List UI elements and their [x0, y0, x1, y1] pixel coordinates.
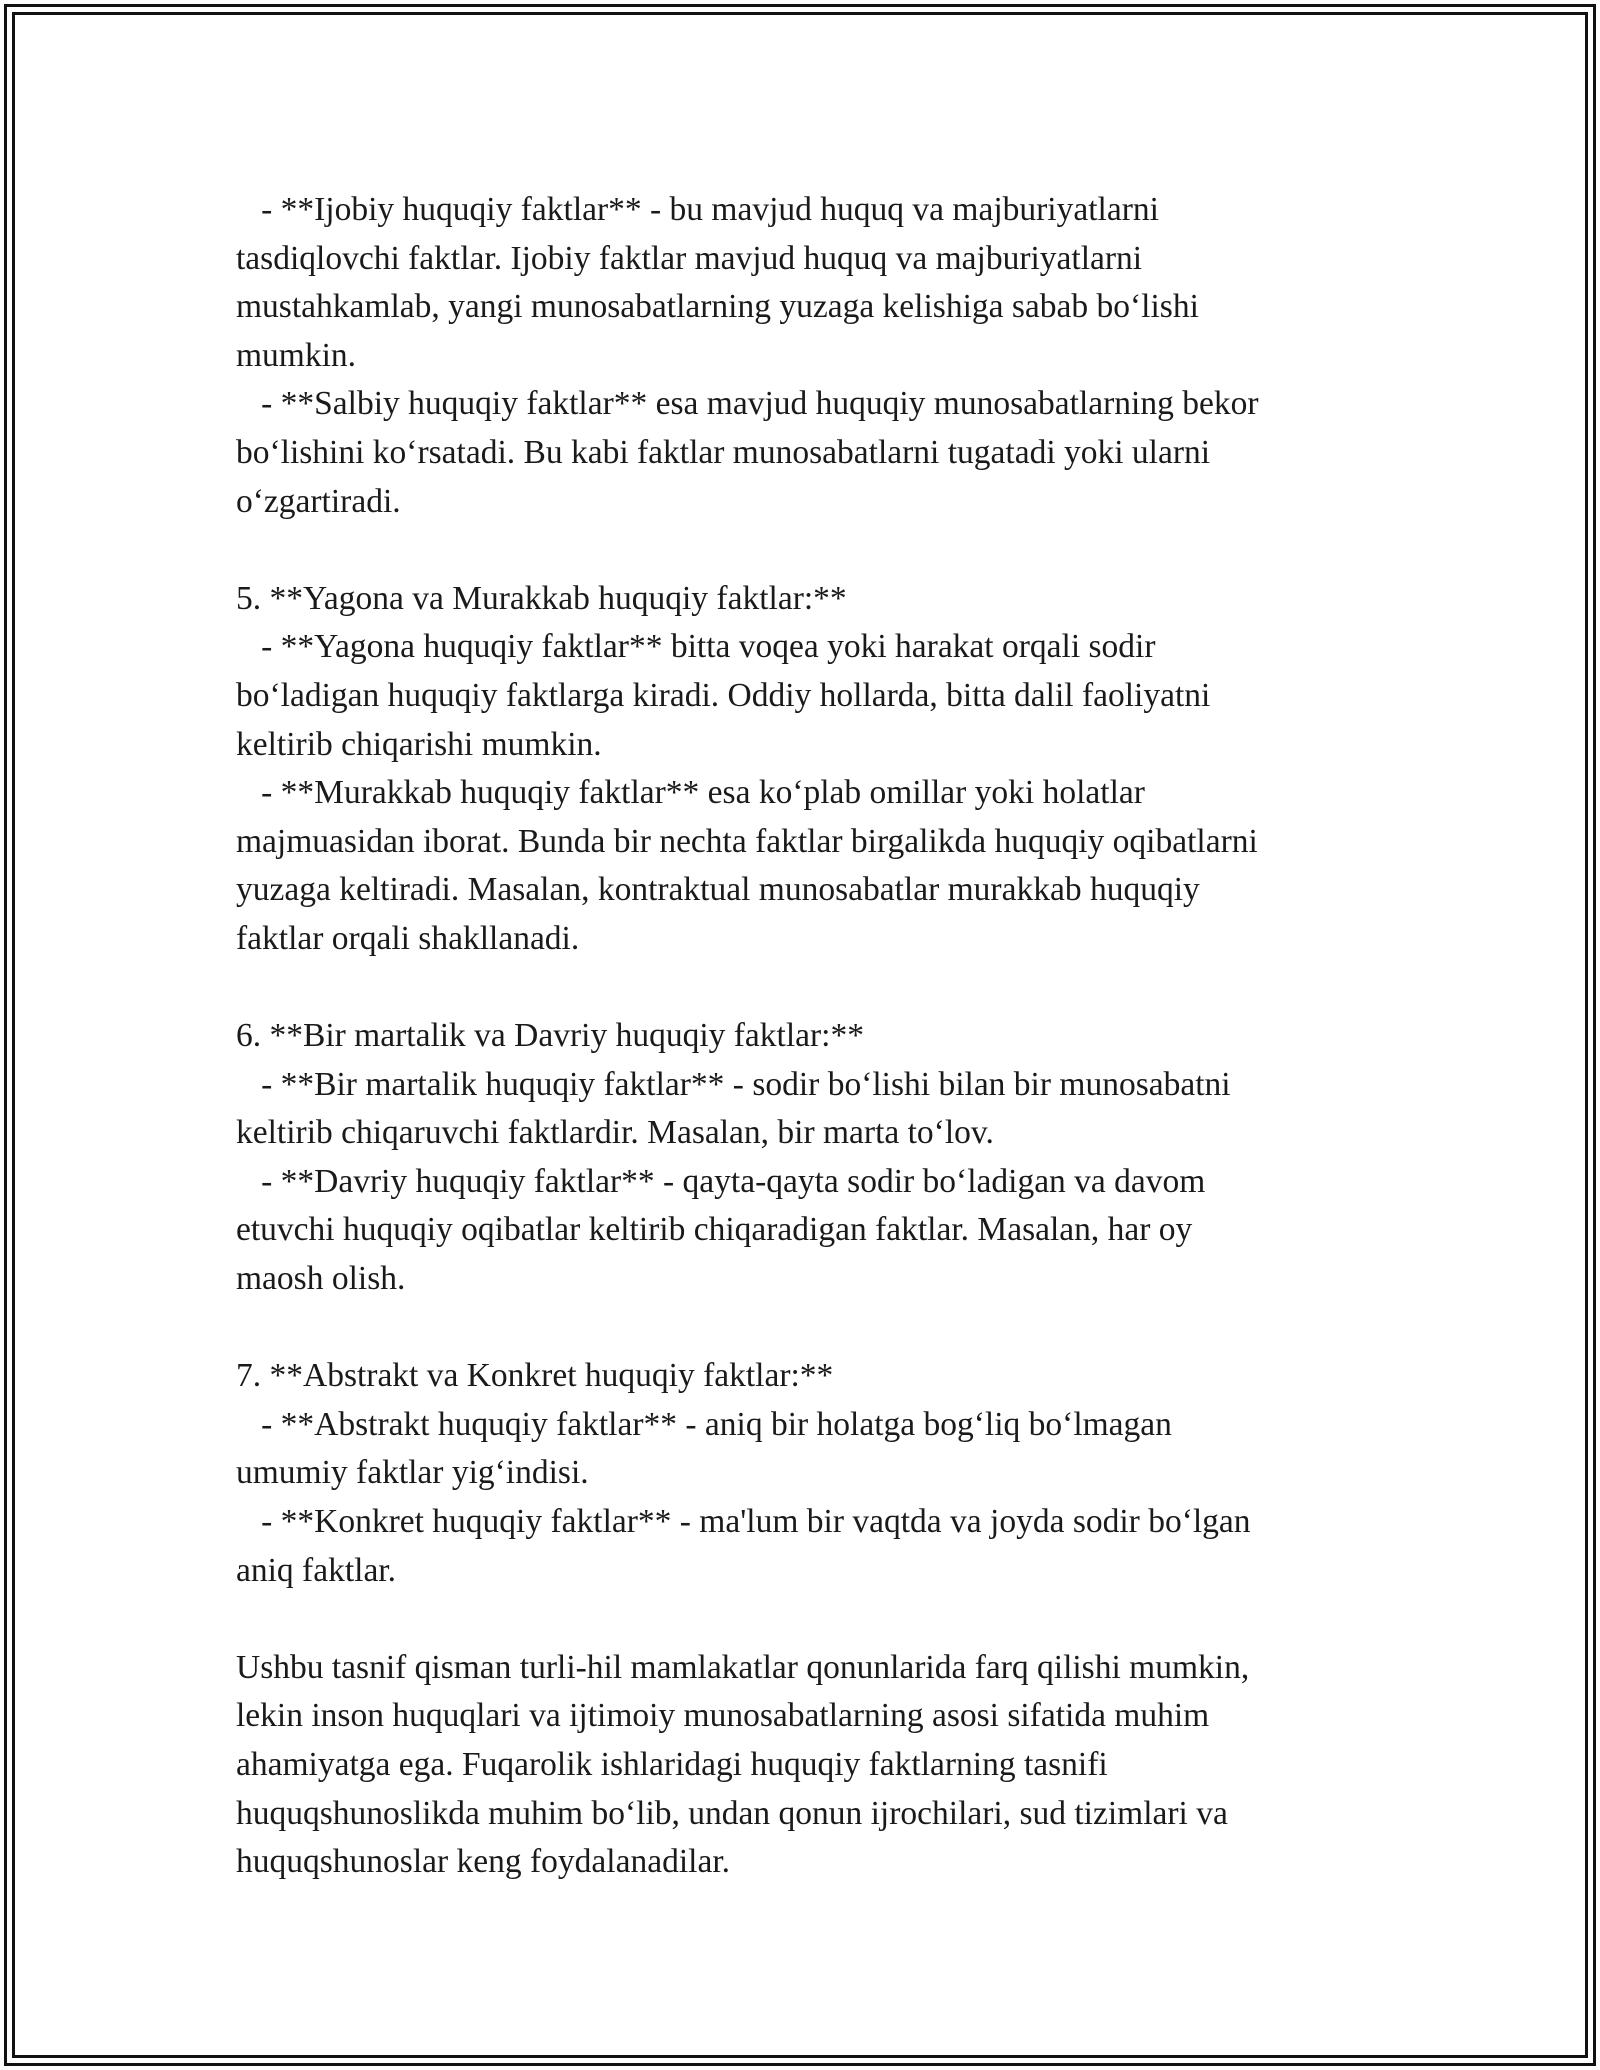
text-line: - **Ijobiy huquqiy faktlar** - bu mavjud huquq va majburiyatlarni [236, 191, 1159, 228]
blank-line [236, 526, 1396, 575]
blank-line [236, 964, 1396, 1013]
text-line: aniq faktlar. [236, 1551, 396, 1589]
section-heading: 7. **Abstrakt va Konkret huquqiy faktlar:** [236, 1357, 834, 1395]
text-line: - **Davriy huquqiy faktlar** - qayta-qayta sodir bo‘ladigan va davom [236, 1162, 1206, 1200]
text-line: mustahkamlab, yangi munosabatlarning yuzaga kelishiga sabab bo‘lishi [236, 288, 1199, 326]
text-line: o‘zgartiradi. [236, 482, 401, 520]
text-line: etuvchi huquqiy oqibatlar keltirib chiqaradigan faktlar. Masalan, har oy [236, 1211, 1193, 1249]
text-line: umumiy faktlar yig‘indisi. [236, 1454, 589, 1492]
text-line: yuzaga keltiradi. Masalan, kontraktual munosabatlar murakkab huquqiy [236, 871, 1200, 909]
text-line: - **Bir martalik huquqiy faktlar** - sodir bo‘lishi bilan bir munosabatni [236, 1065, 1231, 1103]
text-line: - **Abstrakt huquqiy faktlar** - aniq bir holatga bog‘liq bo‘lmagan [236, 1405, 1172, 1443]
conclusion-line: ahamiyatga ega. Fuqarolik ishlaridagi huquqiy faktlarning tasnifi [236, 1746, 1108, 1783]
text-line: mumkin. [236, 336, 357, 374]
text-line: bo‘ladigan huquqiy faktlarga kiradi. Oddiy hollarda, bitta dalil faoliyatni [236, 676, 1211, 714]
blank-line [236, 1595, 1396, 1644]
text-line: keltirib chiqarishi mumkin. [236, 725, 602, 763]
conclusion-line: Ushbu tasnif qisman turli-hil mamlakatlar qonunlarida farq qilishi mumkin, [236, 1648, 1250, 1686]
conclusion-line: lekin inson huquqlari va ijtimoiy munosabatlarning asosi sifatida muhim [236, 1697, 1210, 1735]
conclusion-line: huquqshunoslar keng foydalanadilar. [236, 1843, 731, 1881]
text-line: - **Salbiy huquqiy faktlar** esa mavjud huquqiy munosabatlarning bekor [236, 385, 1259, 423]
blank-line [236, 1304, 1396, 1353]
text-line: - **Murakkab huquqiy faktlar** esa ko‘plab omillar yoki holatlar [236, 774, 1145, 812]
text-line: tasdiqlovchi faktlar. Ijobiy faktlar mavjud huquq va majburiyatlarni [236, 239, 1143, 277]
section-heading: 6. **Bir martalik va Davriy huquqiy faktlar:** [236, 1017, 864, 1055]
text-line: majmuasidan iborat. Bunda bir nechta faktlar birgalikda huquqiy oqibatlarni [236, 822, 1258, 860]
conclusion-line: huquqshunoslikda muhim bo‘lib, undan qonun ijrochilari, sud tizimlari va [236, 1794, 1228, 1832]
text-line: - **Konkret huquqiy faktlar** - ma'lum bir vaqtda va joyda sodir bo‘lgan [236, 1503, 1251, 1541]
text-line: faktlar orqali shakllanadi. [236, 919, 580, 957]
document-body [236, 186, 1396, 1887]
text-line: keltirib chiqaruvchi faktlardir. Masalan, bir marta to‘lov. [236, 1114, 994, 1152]
text-line: - **Yagona huquqiy faktlar** bitta voqea yoki harakat orqali sodir [236, 628, 1156, 666]
section-heading: 5. **Yagona va Murakkab huquqiy faktlar:** [236, 579, 847, 617]
text-line: maosh olish. [236, 1260, 406, 1298]
text-line: bo‘lishini ko‘rsatadi. Bu kabi faktlar munosabatlarni tugatadi yoki ularni [236, 433, 1211, 471]
